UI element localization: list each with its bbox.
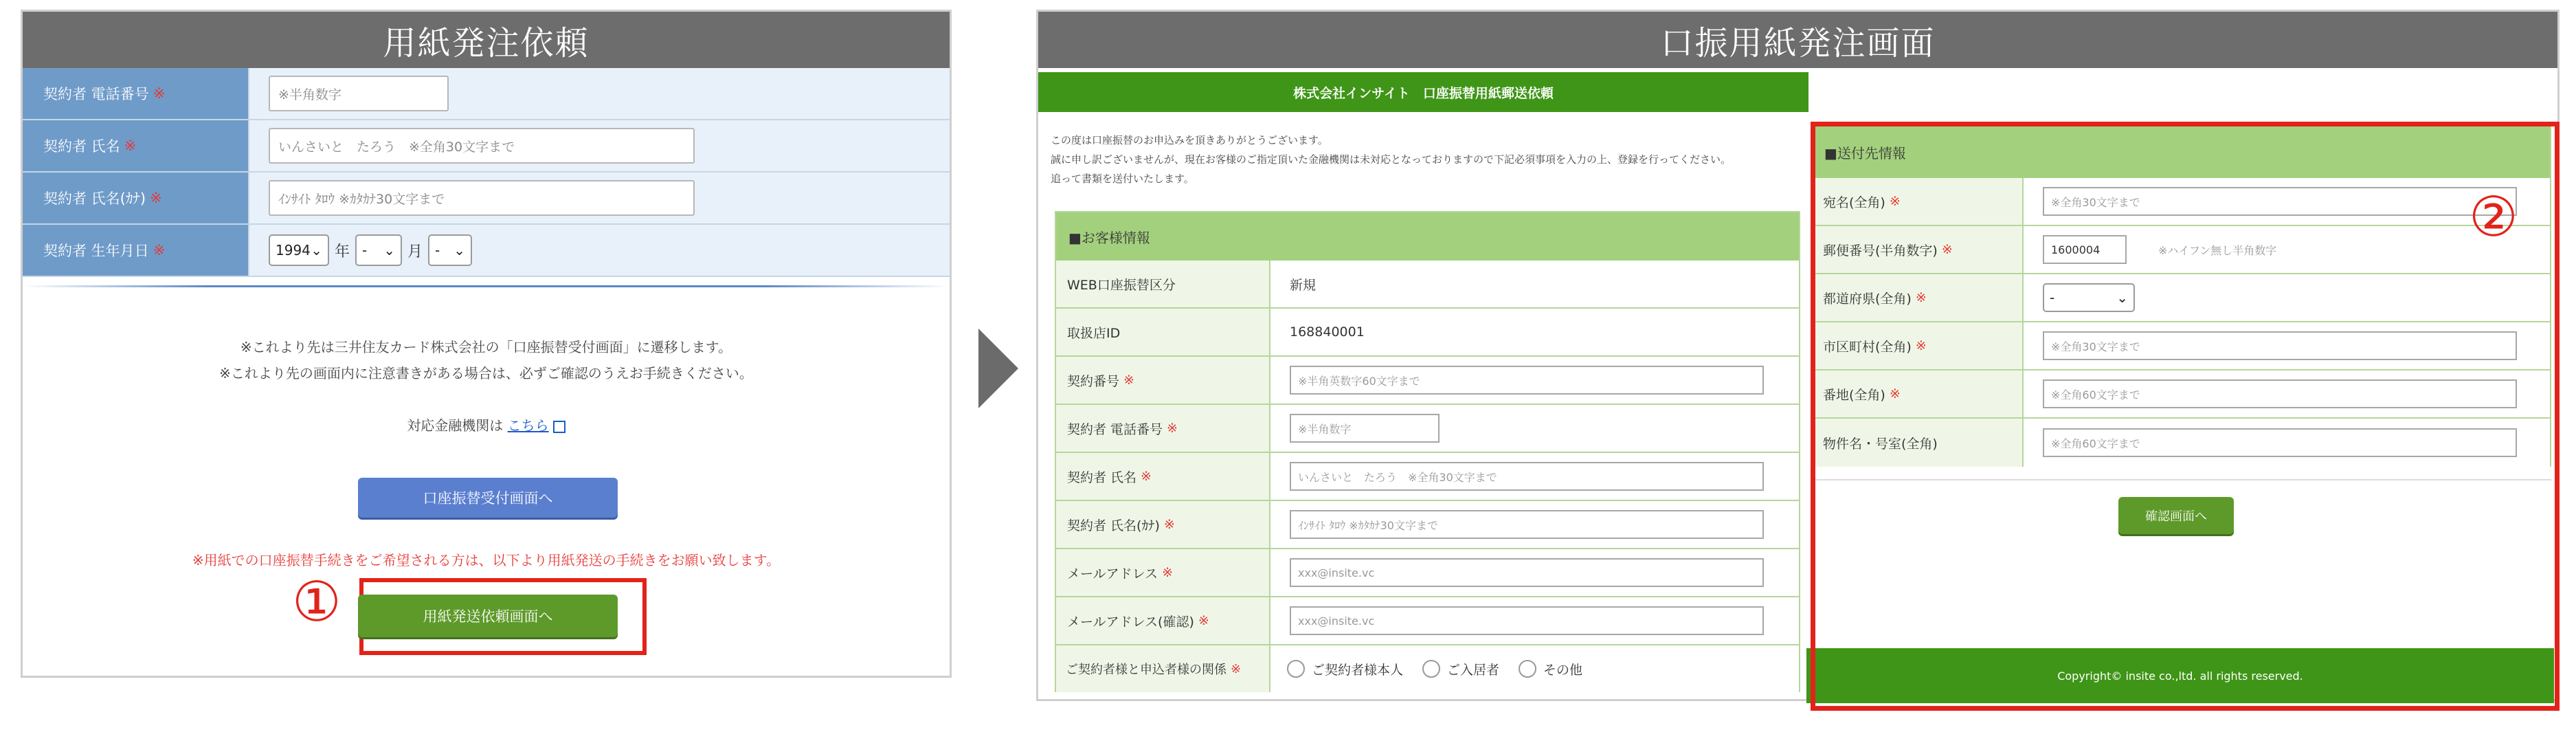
kana-input[interactable]: ｲﾝｻｲﾄ ﾀﾛｳ ※ｶﾀｶﾅ30文字まで — [269, 180, 695, 216]
table-row — [1056, 597, 1799, 645]
row-label: 番地(全角) ※ — [1812, 370, 2024, 417]
store-id-value: 168840001 — [1270, 309, 1799, 355]
paper-request-button[interactable]: 用紙発送依頼画面へ — [358, 595, 618, 637]
row-label: 契約者 電話番号 ※ — [1056, 405, 1270, 452]
row-label: 契約者 電話番号 ※ — [23, 68, 249, 119]
confirm-button[interactable]: 確認画面へ — [2118, 497, 2234, 534]
phone-input[interactable]: ※半角数字 — [269, 76, 449, 111]
row-label: 物件名・号室(全角) — [1812, 419, 2024, 467]
step-marker-2: ② — [2469, 185, 2518, 249]
relation-radio-self[interactable] — [1287, 660, 1305, 678]
required-mark: ※ — [1123, 373, 1134, 388]
table-row — [1056, 309, 1799, 357]
form-row-phone — [23, 68, 950, 120]
email-input[interactable]: xxx@insite.vc — [1290, 558, 1764, 587]
form-row-birthdate: 契約者 生年月日 ※ 1994 ⌄ 年 - ⌄ 月 - ⌄ — [23, 225, 950, 277]
transition-note: ※これより先は三井住友カード株式会社の「口座振替受付画面」に遷移します。 — [240, 339, 732, 355]
caution-note: ※これより先の画面内に注意書きがある場合は、必ずご確認のうえお手続きください。 — [219, 365, 753, 381]
required-mark: ※ — [1915, 338, 1927, 353]
row-label: 郵便番号(半角数字) ※ — [1812, 226, 2024, 273]
postal-code-input[interactable]: 1600004 — [2043, 235, 2127, 264]
recipient-name-input[interactable]: ※全角30文字まで — [2043, 187, 2517, 216]
required-mark: ※ — [1162, 565, 1173, 580]
request-banner: 株式会社インサイト 口座振替用紙郵送依頼 — [1038, 72, 1808, 112]
row-label: 市区町村(全角) ※ — [1812, 322, 2024, 369]
table-row — [1056, 453, 1799, 501]
next-arrow-icon — [978, 329, 1018, 408]
row-label: メールアドレス ※ — [1056, 549, 1270, 596]
birth-year-select[interactable]: 1994 ⌄ — [269, 234, 329, 266]
required-mark: ※ — [1198, 613, 1209, 628]
row-label: 取扱店ID — [1056, 309, 1270, 355]
table-row — [1056, 261, 1799, 309]
row-label: 宛名(全角) ※ — [1812, 178, 2024, 225]
required-mark: ※ — [150, 190, 162, 206]
phone-input[interactable]: ※半角数字 — [1290, 414, 1440, 443]
relation-radio-other[interactable] — [1519, 660, 1536, 678]
birth-day-select[interactable]: - ⌄ — [428, 234, 472, 266]
chevron-down-icon: ⌄ — [383, 242, 396, 258]
required-mark: ※ — [1141, 469, 1152, 484]
page-title: 口振用紙発注画面 — [1038, 12, 2557, 68]
required-mark: ※ — [1915, 290, 1927, 305]
city-input[interactable]: ※全角30文字まで — [2043, 331, 2517, 360]
contract-number-input[interactable]: ※半角英数字60文字まで — [1290, 366, 1764, 395]
row-label: ご契約者様と申込者様の関係 ※ — [1056, 645, 1270, 692]
right-panel — [1036, 10, 2560, 701]
required-mark: ※ — [153, 242, 166, 258]
left-panel — [21, 10, 952, 678]
row-label: 都道府県(全角) ※ — [1812, 274, 2024, 321]
required-mark: ※ — [1231, 661, 1242, 676]
birth-month-select[interactable]: - ⌄ — [355, 234, 402, 266]
relation-radio-resident[interactable] — [1422, 660, 1440, 678]
required-mark: ※ — [1941, 242, 1953, 257]
customer-info-table — [1055, 211, 1800, 692]
financial-institutions: 対応金融機関は こちら — [23, 414, 950, 434]
chevron-down-icon: ⌄ — [453, 242, 466, 258]
highlight-box-2 — [1811, 122, 2560, 711]
page-title: 用紙発注依頼 — [23, 12, 950, 68]
external-link-icon — [553, 421, 565, 433]
table-row — [1056, 357, 1799, 405]
chevron-down-icon: ⌄ — [2116, 289, 2128, 306]
form-row-kana — [23, 173, 950, 225]
postal-hint: ※ハイフン無し半角数字 — [2158, 243, 2277, 257]
row-label: 契約者 生年月日 ※ — [23, 225, 249, 276]
required-mark: ※ — [1889, 194, 1901, 209]
required-mark: ※ — [1167, 421, 1178, 436]
form-row-name — [23, 120, 950, 173]
web-transfer-type-value: 新規 — [1270, 261, 1799, 307]
footer: Copyright© insite co.,ltd. all rights reserved. — [1806, 648, 2554, 703]
row-label: 契約者 氏名 ※ — [23, 120, 249, 171]
row-label: 契約者 氏名 ※ — [1056, 453, 1270, 500]
table-row — [1056, 501, 1799, 549]
prefecture-select[interactable]: - ⌄ — [2043, 283, 2135, 312]
row-label: WEB口座振替区分 — [1056, 261, 1270, 307]
intro-line-3: 追って書類を送付いたします。 — [1051, 173, 1194, 185]
row-label: 契約者 氏名(ｶﾅ) ※ — [1056, 501, 1270, 548]
intro-line-2: 誠に申し訳ございませんが、現在お客様のご指定頂いた金融機関は未対応となっておりますので下記必須事項を入力の上、登録を行ってください。 — [1051, 153, 1732, 166]
required-mark: ※ — [124, 137, 137, 154]
row-label: 契約者 氏名(ｶﾅ) ※ — [23, 173, 249, 223]
paper-request-note: ※用紙での口座振替手続きをご希望される方は、以下より用紙発送の手続きをお願い致します。 — [192, 552, 781, 568]
customer-section-header: ■お客様情報 — [1056, 212, 1799, 261]
account-transfer-button[interactable]: 口座振替受付画面へ — [358, 478, 618, 518]
row-label: メールアドレス(確認) ※ — [1056, 597, 1270, 644]
table-row: ご契約者様と申込者様の関係 ※ ご契約者様本人 ご入居者 その他 — [1056, 645, 1799, 692]
required-mark: ※ — [153, 85, 166, 102]
step-marker-1: ① — [292, 570, 341, 634]
chevron-down-icon: ⌄ — [311, 242, 322, 258]
street-input[interactable]: ※全角60文字まで — [2043, 379, 2517, 408]
kana-input[interactable]: ｲﾝｻｲﾄ ﾀﾛｳ ※ｶﾀｶﾅ30文字まで — [1290, 510, 1764, 539]
row-label: 契約番号 ※ — [1056, 357, 1270, 403]
name-input[interactable]: いんさいと たろう ※全角30文字まで — [1290, 462, 1764, 491]
name-input[interactable]: いんさいと たろう ※全角30文字まで — [269, 128, 695, 164]
shipping-section-header: ■送付先情報 — [1812, 126, 2550, 178]
table-row — [1056, 405, 1799, 453]
building-input[interactable]: ※全角60文字まで — [2043, 428, 2517, 457]
table-row — [1056, 549, 1799, 597]
intro-line-1: この度は口座振替のお申込みを頂きありがとうございます。 — [1051, 134, 1328, 146]
email-confirm-input[interactable]: xxx@insite.vc — [1290, 606, 1764, 635]
required-mark: ※ — [1889, 386, 1901, 401]
divider — [23, 285, 950, 287]
financial-link[interactable]: こちら — [507, 417, 549, 434]
required-mark: ※ — [1163, 517, 1175, 532]
